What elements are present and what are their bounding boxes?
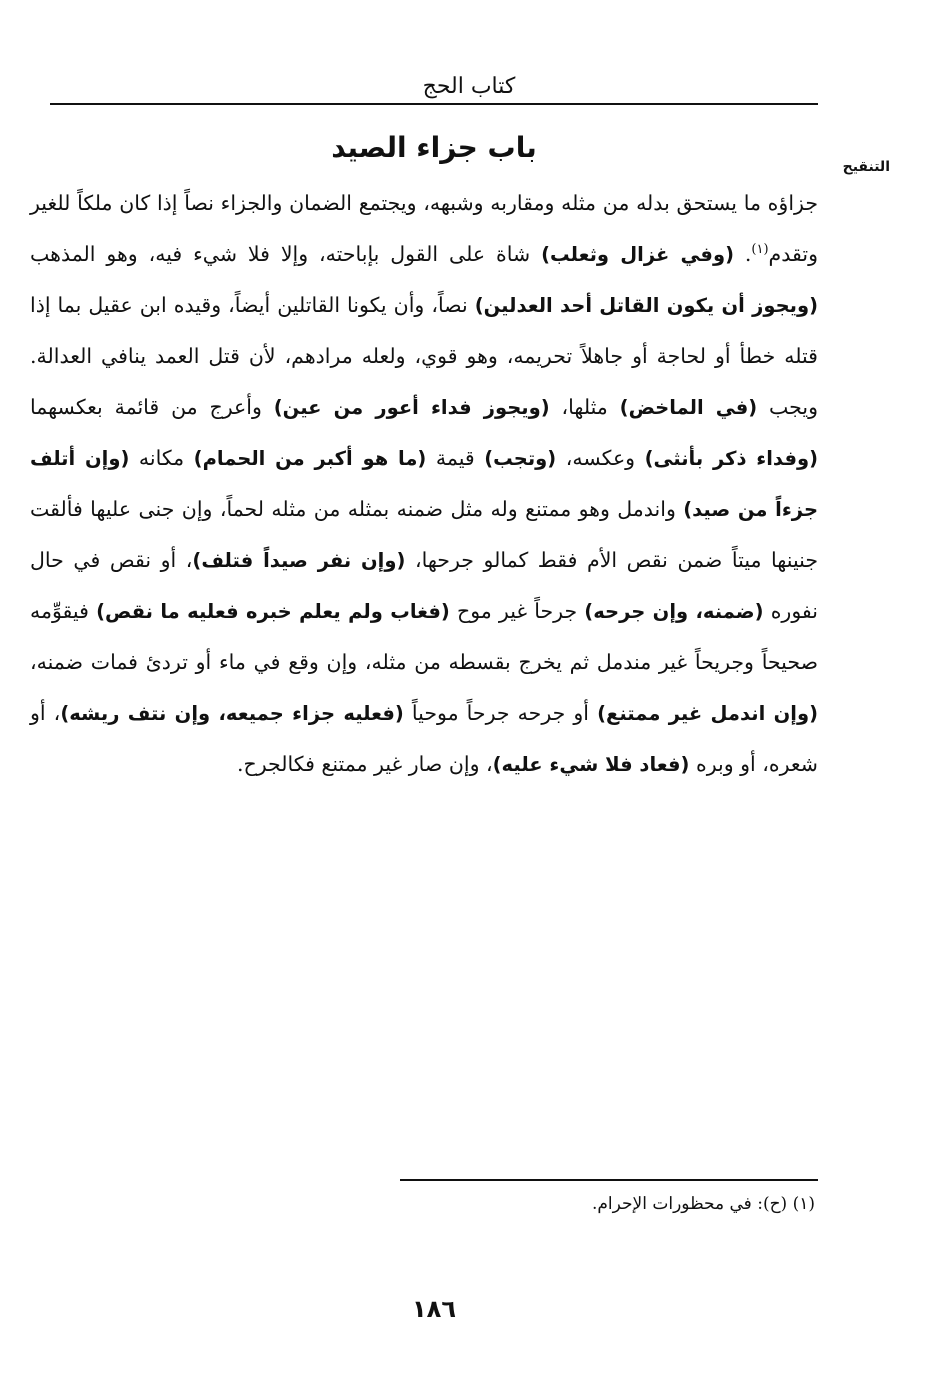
margin-source-label: التنقيح bbox=[842, 159, 890, 175]
header-rule bbox=[50, 103, 818, 105]
body-text-segment: شاة على القول بإباحته، وإلا فلا شيء فيه، وهو المذهب bbox=[30, 242, 542, 266]
page-number: ١٨٦ bbox=[412, 1295, 456, 1323]
footnote: (١) (ح): في محظورات الإحرام. bbox=[592, 1194, 815, 1214]
body-text-segment: مكانه bbox=[129, 446, 194, 470]
body-text-segment: جزاؤه ما يستحق بدله من مثله ومقاربه وشبهه، ويجتمع الضمان والجزاء نصاً إذا كان ملكاً للغير وتقدم bbox=[30, 191, 818, 266]
chapter-title: باب جزاء الصيد bbox=[331, 131, 537, 164]
body-text-segment: قيمة bbox=[426, 446, 485, 470]
body-text-segment: فيقوِّمه صحيحاً وجريحاً غير مندمل ثم يخرج بقسطه من مثله، وإن وقع في ماء أو تردئ فمات ضمنه، bbox=[30, 599, 818, 674]
matn-segment: (وإن اندمل غير ممتنع) bbox=[597, 702, 819, 725]
body-text-segment: ، أو نقص في حال نفوره bbox=[30, 548, 818, 623]
body-text-segment: ، أو شعره، أو وبره bbox=[30, 701, 818, 776]
matn-segment: (فعليه جزاء جميعه، وإن نتف ريشه) bbox=[60, 702, 404, 725]
matn-segment: (ويجوز أن يكون القاتل أحد العدلين) bbox=[474, 294, 819, 317]
matn-segment: (وإن نفر صيداً فتلف) bbox=[192, 549, 406, 572]
body-text-segment: وعكسه، bbox=[556, 446, 645, 470]
matn-segment: (فغاب ولم يعلم خبره فعليه ما نقص) bbox=[96, 600, 450, 623]
matn-segment: (وتجب) bbox=[484, 447, 557, 470]
body-text-segment: مثلها، bbox=[549, 395, 620, 419]
body-text-segment: واندمل وهو ممتنع وله مثل ضمنه بمثله من مثله لحماً، وإن جنى عليها فألقت جنينها ميتاً ضمن نقص الأم فقط كمالو جرحها، bbox=[30, 497, 818, 572]
body-text-segment: نصاً، وأن يكونا القاتلين أيضاً، وقيده ابن عقيل بما إذا قتله خطأ أو لحاجة أو جاهلاً تحريمه، وهو قوي، ولعله مرادهم، لأن قتل العمد ينافي العدالة. ويجب bbox=[30, 293, 818, 419]
running-title: كتاب الحج bbox=[422, 74, 516, 99]
body-text-segment: جرحاً غير موح bbox=[449, 599, 585, 623]
footnote-rule bbox=[400, 1179, 818, 1181]
matn-segment: (وفداء ذكر بأنثى) bbox=[644, 447, 818, 470]
matn-segment: (فعاد فلا شيء عليه) bbox=[492, 753, 690, 776]
matn-segment: (في الماخض) bbox=[619, 396, 758, 419]
body-text-segment: ، وإن صار غير ممتنع فكالجرح. bbox=[237, 752, 493, 776]
matn-segment: (ويجوز فداء أعور من عين) bbox=[273, 396, 550, 419]
body-text-segment: أو جرحه جرحاً موحياً bbox=[403, 701, 598, 725]
body-paragraph bbox=[30, 178, 818, 790]
body-text-segment: . bbox=[733, 242, 752, 266]
matn-segment: (وفي غزال وثعلب) bbox=[541, 243, 734, 266]
matn-segment: (وإن أتلف جزءاً من صيد) bbox=[30, 447, 818, 521]
matn-segment: (ضمنه، وإن جرحه) bbox=[584, 600, 764, 623]
footnote-reference: (١) bbox=[751, 242, 769, 258]
matn-segment: (ما هو أكبر من الحمام) bbox=[193, 447, 427, 470]
body-text-segment: وأعرج من قائمة بعكسهما bbox=[30, 395, 274, 419]
